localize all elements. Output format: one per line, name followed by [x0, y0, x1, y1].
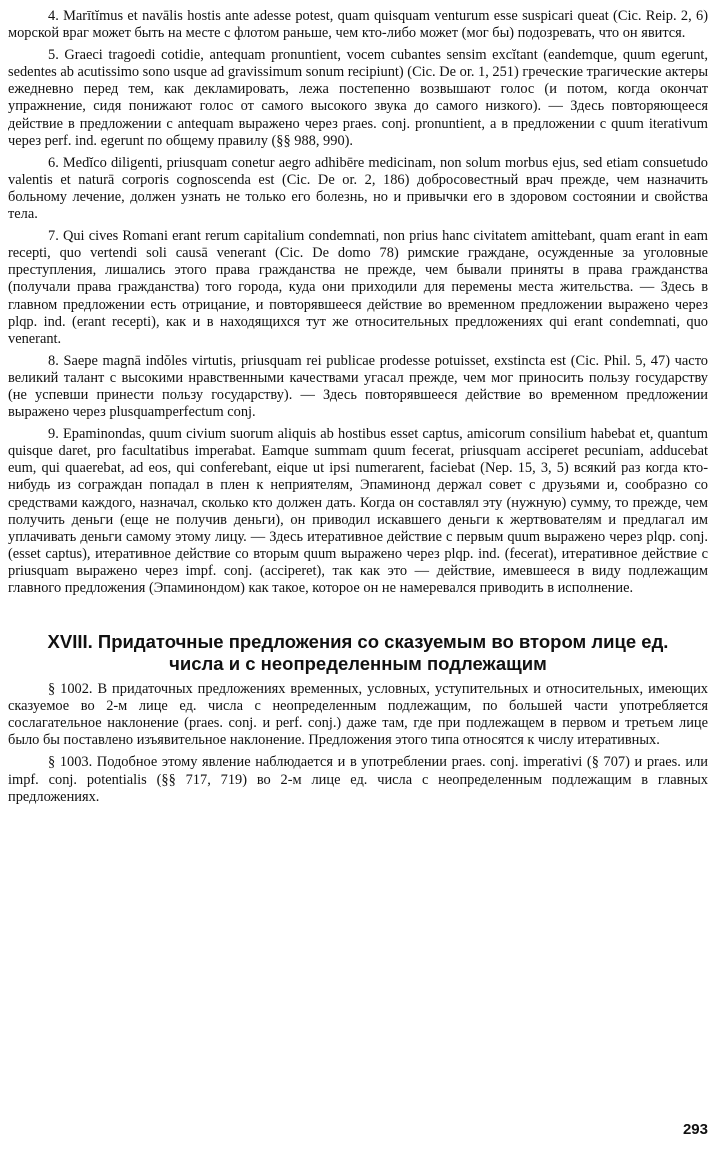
section-heading: XVIII. Придаточные предложения со сказуемым во втором лице ед. числа и с неопределенным подлежащим	[47, 631, 669, 675]
example-paragraph-4: 4. Marītĭmus et navālis hostis ante adesse potest, quam quisquam venturum esse suspicari queat (Cic. Reip. 2, 6) морской враг может быть на месте с флотом раньше, чем кто-либо может (мог бы) подозревать, что он явится.	[8, 8, 708, 42]
example-paragraph-6: 6. Medĭco diligenti, priusquam conetur aegro adhibēre medicinam, non solum morbus ejus, sed etiam consuetudo valentis et naturā corporis cognoscenda est (Cic. De or. 2, 186) добросовестный врач прежде, чем назначить больному лечение, должен узнать не только его болезнь, но и привычки его в здоровом состоянии и свойства тела.	[8, 154, 708, 223]
book-page	[8, 8, 708, 1142]
example-paragraph-7: 7. Qui cives Romani erant rerum capitalium condemnati, non prius hanc civitatem amittebant, quam erant in eam recepti, quo vertendi soli causā venerant (Cic. De domo 78) римские граждане, осужденные за уголовные преступления, лишались этого права гражданства не прежде, чем бывали приняты в права гражданства (получали права гражданства) того города, куда они приходили для перемены места жительства. — Здесь в главном предложении есть отрицание, и повторявшееся действие во временном предложении выражено через plqp. ind. (erant recepti), как и в находящихся тут же относительных предложениях qui erant condemnati, quo venerant.	[8, 228, 708, 347]
section-paragraph-1002: § 1002. В придаточных предложениях временных, условных, уступительных и относительных, имеющих сказуемое во 2-м лице ед. числа с неопределенным подлежащим, по большей части употребляется сослагательное наклонение (praes. conj. и perf. conj.) даже там, где при подлежащем в первом и третьем лице было бы поставлено изъявительное наклонение. Предложения этого типа относятся к числу итеративных.	[8, 681, 708, 749]
section-paragraph-1003: § 1003. Подобное этому явление наблюдается и в употреблении praes. conj. imperativi (§ 707) и praes. или impf. conj. potentialis (§§ 717, 719) во 2-м лице ед. числа с неопределенным подлежащим в главных предложениях.	[8, 754, 708, 805]
example-paragraph-5: 5. Graeci tragoedi cotidie, antequam pronuntient, vocem cubantes sensim excĭtant (eandemque, quum egerunt, sedentes ab acutissimo sono usque ad gravissimum sonum recipiunt) (Cic. De or. 1, 251) греческие трагические актеры ежедневно перед тем, как декламировать, лежа постепенно возвышают голос (и потом, когда окончат упражнение, сидя понижают голос от самого высокого звука до самого низкого). — Здесь повторяющееся действие в предложении с antequam выражено через praes. conj. pronuntient, а в предложении с quum iterativum через perf. ind. egerunt по общему правилу (§§ 988, 990).	[8, 47, 708, 149]
example-paragraph-9: 9. Epaminondas, quum civium suorum aliquis ab hostibus esset captus, amicorum consilium habebat et, quantum quisque daret, pro facultatibus imperabat. Eamque summam quum fecerat, priusquam acciperet pecuniam, adducebat eum, qui quaerebat, ad eos, qui conferebant, eique ut ipsi numerarent, faciebat (Nep. 15, 3, 5) всякий раз когда кто-нибудь из сограждан попадал в плен к неприятелям, Эпаминонд держал совет с друзьями и, сообразно со средствами каждого, назначал, сколько кто должен дать. Когда он составлял эту (нужную) сумму, то прежде, чем получить деньги (еще не получив деньги), он приводил искавшего деньги к жертвователям и предлагал им уплачивать деньги самому этому лицу. — Здесь итеративное действие с первым quum выражено через plqp. conj.(esset captus), итеративное действие со вторым quum выражено через plqp. ind. (fecerat), итеративное действие с priusquam выражено через impf. conj. (acciperet), так как это — действие, имевшееся в виду подлежащим главного предложения (Эпаминондом) как такое, которое он не намеревался приводить в исполнение.	[8, 426, 708, 596]
page-number: 293	[682, 1121, 708, 1138]
example-paragraph-8: 8. Saepe magnā indŏles virtutis, priusquam rei publicae prodesse potuisset, exstincta est (Cic. Phil. 5, 47) часто великий талант с высокими нравственными качествами угасал прежде, чем мог приносить пользу государству (не успевши принести пользу государству). — Здесь повторявшееся действие во временном предложении выражено через plusquamperfectum conj.	[8, 352, 708, 421]
